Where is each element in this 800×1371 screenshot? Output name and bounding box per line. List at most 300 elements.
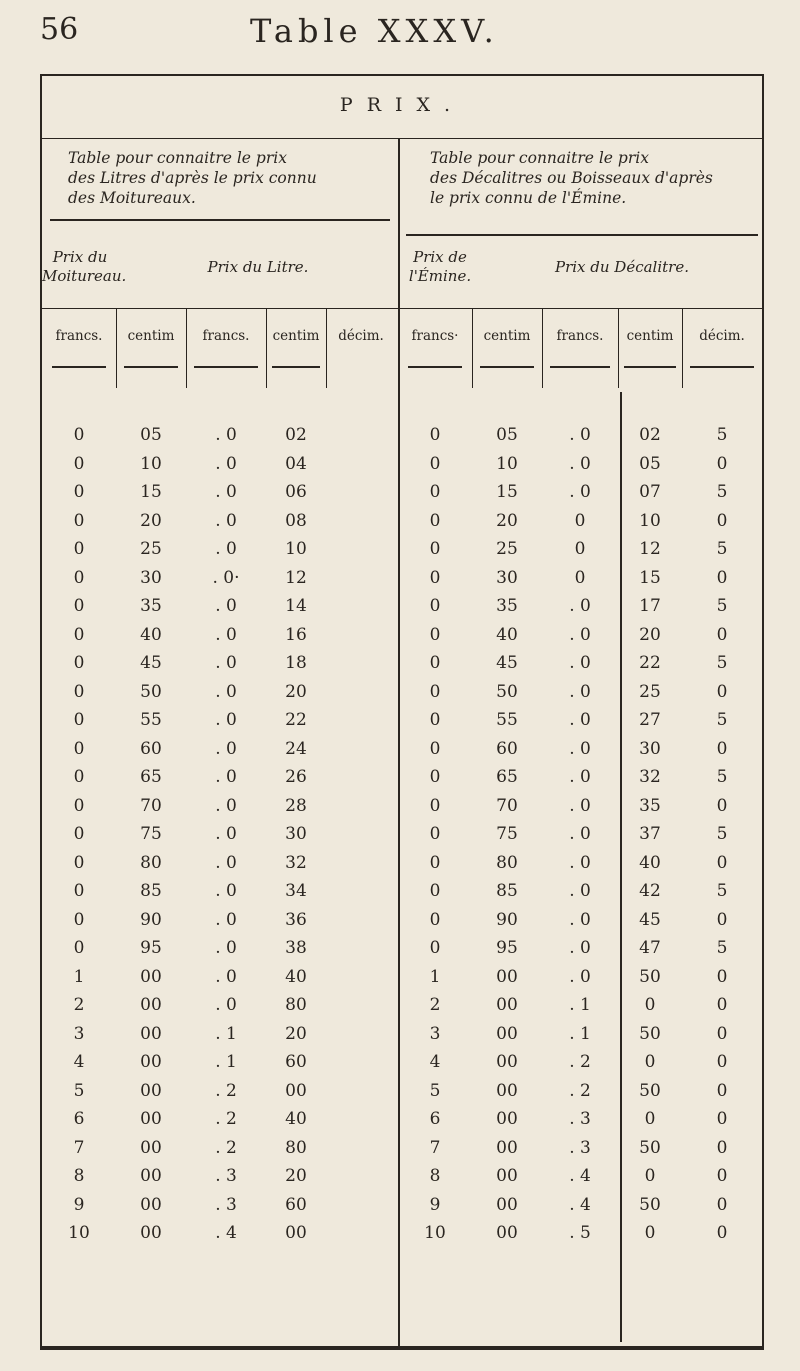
table-cell: 00 (496, 1080, 518, 1101)
table-cell: 0 (716, 1080, 728, 1101)
table-cell: 00 (140, 1023, 162, 1044)
table-row (42, 906, 762, 935)
table-cell: 0 (716, 795, 728, 816)
table-cell: 80 (285, 995, 307, 1015)
table-cell: 00 (140, 1109, 162, 1129)
table-cell: . 3 (569, 1109, 591, 1129)
table-cell: . 0 (215, 881, 237, 901)
table-row (42, 706, 762, 735)
table-cell: 12 (285, 567, 307, 588)
table-cell: . 0 (215, 795, 237, 816)
table-cell: 35 (639, 795, 661, 816)
table-cell: . 0 (569, 795, 591, 816)
table-cell: 55 (496, 710, 518, 730)
unit-rule (52, 366, 106, 368)
table-cell: . 0 (569, 881, 591, 901)
table-cell: 5 (716, 881, 728, 901)
vrule (472, 308, 473, 388)
table-cell: . 0 (569, 482, 591, 502)
table-cell: . 0 (569, 966, 591, 987)
table-cell: . 0 (569, 425, 591, 445)
table-cell: 05 (639, 453, 661, 474)
table-cell: 5 (716, 824, 728, 844)
table-cell: 0 (429, 881, 441, 901)
left-title-line: des Moitureaux. (68, 189, 196, 207)
table-cell: 3 (429, 1023, 441, 1044)
table-cell: 47 (639, 938, 661, 958)
table-cell: 0 (429, 482, 441, 502)
table-cell: 65 (496, 767, 518, 787)
table-cell: 0 (644, 1166, 656, 1186)
table-cell: 20 (285, 681, 307, 702)
table-cell: 0 (429, 710, 441, 730)
table-cell: 26 (285, 767, 307, 787)
table-cell: 00 (140, 1080, 162, 1101)
table-cell: . 0 (215, 510, 237, 531)
table-cell: . 0 (569, 767, 591, 787)
unit-rule (272, 366, 320, 368)
table-cell: . 0 (215, 596, 237, 616)
table-cell: 0 (73, 681, 85, 702)
table-cell: . 0 (569, 852, 591, 873)
table-cell: 40 (496, 624, 518, 645)
table-cell: . 2 (569, 1052, 591, 1072)
table-row (42, 1134, 762, 1163)
table-cell: 1 (73, 966, 85, 987)
table-row (42, 1048, 762, 1077)
table-cell: . 4 (569, 1166, 591, 1186)
table-cell: 50 (639, 1194, 661, 1215)
table-cell: 06 (285, 482, 307, 502)
table-cell: 0 (73, 510, 85, 531)
table-cell: 7 (73, 1137, 85, 1158)
table-cell: 5 (716, 653, 728, 673)
vrule (682, 308, 683, 388)
table-cell: . 2 (215, 1080, 237, 1101)
table-row (42, 535, 762, 564)
table-cell: 9 (73, 1194, 85, 1215)
table-cell: 00 (496, 966, 518, 987)
table-cell: 22 (639, 653, 661, 673)
table-row (42, 877, 762, 906)
table-cell: 50 (639, 1137, 661, 1158)
table-cell: 0 (644, 1052, 656, 1072)
table-row (42, 421, 762, 450)
title-rule (42, 138, 762, 139)
table-cell: . 0 (215, 852, 237, 873)
table-cell: 70 (496, 795, 518, 816)
table-cell: 0 (716, 738, 728, 759)
table-cell: 0 (716, 681, 728, 702)
table-cell: 30 (496, 567, 518, 588)
table-cell: 40 (140, 624, 162, 645)
table-cell: . 0 (215, 624, 237, 645)
table-cell: . 0 (215, 738, 237, 759)
table-cell: . 0 (569, 596, 591, 616)
table-cell: 85 (140, 881, 162, 901)
table-cell: 90 (496, 909, 518, 930)
table-cell: 50 (140, 681, 162, 702)
running-head (0, 8, 800, 58)
table-cell: 0 (574, 539, 586, 559)
table-cell: . 0 (215, 425, 237, 445)
table-cell: 00 (496, 995, 518, 1015)
table-cell: 95 (496, 938, 518, 958)
table-cell: 0 (73, 738, 85, 759)
table-cell: 00 (140, 1137, 162, 1158)
table-cell: 0 (429, 852, 441, 873)
table-cell: . 2 (215, 1109, 237, 1129)
right-head-decalitre: Prix du Décalitre. (554, 258, 689, 276)
table-cell: . 1 (569, 995, 591, 1015)
table-cell: . 0 (569, 710, 591, 730)
table-cell: 85 (496, 881, 518, 901)
table-cell: 25 (639, 681, 661, 702)
unit-rule (690, 366, 754, 368)
table-cell: 0 (73, 453, 85, 474)
table-cell: 0 (716, 1223, 728, 1243)
table-cell: 38 (285, 938, 307, 958)
table-cell: 16 (285, 624, 307, 645)
unit-rule (550, 366, 610, 368)
table-cell: 0 (716, 567, 728, 588)
table-cell: 04 (285, 453, 307, 474)
table-cell: 27 (639, 710, 661, 730)
table-cell: 0 (73, 909, 85, 930)
table-cell: 28 (285, 795, 307, 816)
table-cell: 0 (716, 1052, 728, 1072)
table-cell: 35 (140, 596, 162, 616)
table-cell: 00 (140, 995, 162, 1015)
table-cell: 0 (73, 596, 85, 616)
table-cell: . 0 (569, 453, 591, 474)
table-cell: 00 (140, 1166, 162, 1186)
table-cell: 5 (716, 425, 728, 445)
table-cell: 5 (716, 482, 728, 502)
table-cell: 00 (140, 1194, 162, 1215)
table-cell: 0 (429, 510, 441, 531)
table-cell: 45 (639, 909, 661, 930)
table-cell: . 3 (215, 1166, 237, 1186)
table-cell: 20 (639, 624, 661, 645)
table-cell: 00 (140, 1052, 162, 1072)
table-cell: 0 (716, 966, 728, 987)
table-cell: 0 (574, 567, 586, 588)
vrule (618, 308, 619, 388)
table-cell: 0 (716, 852, 728, 873)
table-cell: 20 (140, 510, 162, 531)
table-cell: . 1 (215, 1052, 237, 1072)
unit-rule (480, 366, 534, 368)
table-cell: 40 (285, 1109, 307, 1129)
table-cell: 0 (73, 767, 85, 787)
table-cell: 25 (496, 539, 518, 559)
prix-title: PRIX. (339, 94, 465, 116)
left-title-line: des Litres d'après le prix connu (68, 169, 317, 187)
right-table-title (430, 148, 760, 208)
table-cell: 0 (429, 453, 441, 474)
table-cell: 5 (716, 710, 728, 730)
table-cell: 0 (716, 510, 728, 531)
table-cell: 0 (73, 425, 85, 445)
table-cell: 15 (639, 567, 661, 588)
table-cell: 00 (496, 1023, 518, 1044)
unit-rule (408, 366, 462, 368)
unit-label: francs. (556, 328, 604, 344)
table-cell: 0 (716, 1194, 728, 1215)
table-cell: 0 (429, 767, 441, 787)
table-cell: 6 (429, 1109, 441, 1129)
table-cell: 30 (639, 738, 661, 759)
table-cell: 0 (716, 1023, 728, 1044)
left-head-rule (50, 219, 390, 221)
table-cell: 0 (429, 738, 441, 759)
table-cell: 12 (639, 539, 661, 559)
table-cell: 32 (639, 767, 661, 787)
table-cell: 80 (496, 852, 518, 873)
table-cell: 0 (716, 909, 728, 930)
unit-label: décim. (699, 328, 745, 344)
table-cell: 0 (73, 482, 85, 502)
table-cell: 55 (140, 710, 162, 730)
table-row (42, 564, 762, 593)
table-row (42, 678, 762, 707)
vrule (186, 308, 187, 388)
table-cell: 50 (496, 681, 518, 702)
table-cell: 10 (496, 453, 518, 474)
unit-label: francs. (202, 328, 250, 344)
table-row (42, 1162, 762, 1191)
table-cell: 0 (73, 852, 85, 873)
left-sub-rule (42, 308, 398, 309)
unit-label: francs. (55, 328, 103, 344)
unit-rule (194, 366, 258, 368)
table-cell: 20 (496, 510, 518, 531)
table-cell: 37 (639, 824, 661, 844)
table-cell: 40 (639, 852, 661, 873)
table-cell: 5 (716, 938, 728, 958)
table-cell: 5 (716, 767, 728, 787)
table-row (42, 1020, 762, 1049)
table-cell: 32 (285, 852, 307, 873)
table-row (42, 1219, 762, 1248)
table-cell: 14 (285, 596, 307, 616)
table-cell: 60 (496, 738, 518, 759)
table-cell: . 0 (215, 539, 237, 559)
table-cell: 0 (429, 567, 441, 588)
table-row (42, 450, 762, 479)
table-cell: . 0 (569, 909, 591, 930)
table-cell: 0 (73, 938, 85, 958)
table-cell: 2 (73, 995, 85, 1015)
table-cell: 00 (285, 1080, 307, 1101)
table-cell: 50 (639, 1080, 661, 1101)
table-cell: 20 (285, 1166, 307, 1186)
table-cell: 02 (285, 425, 307, 445)
table-cell: . 0· (212, 567, 240, 588)
table-row (42, 820, 762, 849)
table-cell: 0 (716, 453, 728, 474)
table-cell: . 0 (569, 824, 591, 844)
table-cell: 45 (496, 653, 518, 673)
unit-label: centim (626, 328, 674, 344)
vrule (542, 308, 543, 388)
left-head-litre: Prix du Litre. (207, 258, 309, 276)
table-cell: 00 (140, 1223, 162, 1243)
table-cell: 22 (285, 710, 307, 730)
table-cell: 15 (496, 482, 518, 502)
table-row (42, 1191, 762, 1220)
table-cell: 0 (429, 653, 441, 673)
table-cell: . 0 (215, 938, 237, 958)
table-cell: 08 (285, 510, 307, 531)
right-head-emine: Prix de l'Émine. (408, 248, 472, 285)
right-sub-rule (398, 308, 762, 309)
table-cell: 35 (496, 596, 518, 616)
table-cell: 80 (285, 1137, 307, 1158)
table-cell: 02 (639, 425, 661, 445)
table-cell: 0 (73, 795, 85, 816)
vrule (326, 308, 327, 388)
table-cell: 0 (73, 710, 85, 730)
table-cell: 10 (424, 1223, 446, 1243)
table-cell: 0 (644, 1109, 656, 1129)
table-cell: 0 (429, 596, 441, 616)
table-cell: 80 (140, 852, 162, 873)
table-cell: 75 (140, 824, 162, 844)
table-cell: 18 (285, 653, 307, 673)
table-cell: 3 (73, 1023, 85, 1044)
unit-label: centim (272, 328, 320, 344)
table-cell: . 0 (215, 966, 237, 987)
unit-label: centim (483, 328, 531, 344)
table-cell: 10 (285, 539, 307, 559)
table-cell: 0 (716, 1166, 728, 1186)
table-cell: 05 (496, 425, 518, 445)
table-cell: . 0 (569, 738, 591, 759)
table-cell: 6 (73, 1109, 85, 1129)
table-cell: . 1 (215, 1023, 237, 1044)
right-head-rule (406, 234, 758, 236)
table-cell: 00 (496, 1052, 518, 1072)
price-grid (42, 421, 762, 1248)
table-cell: 25 (140, 539, 162, 559)
table-cell: 00 (285, 1223, 307, 1243)
table-cell: 4 (429, 1052, 441, 1072)
table-cell: 0 (429, 425, 441, 445)
table-row (42, 849, 762, 878)
table-cell: 1 (429, 966, 441, 987)
table-cell: . 1 (569, 1023, 591, 1044)
table-cell: 65 (140, 767, 162, 787)
table-cell: 0 (429, 909, 441, 930)
table-cell: . 0 (569, 653, 591, 673)
table-cell: 0 (73, 824, 85, 844)
table-row (42, 1105, 762, 1134)
table-cell: . 5 (569, 1223, 591, 1243)
table-row (42, 763, 762, 792)
table-row (42, 1077, 762, 1106)
table-cell: 24 (285, 738, 307, 759)
unit-label: francs· (411, 328, 459, 344)
table-cell: 07 (639, 482, 661, 502)
left-head-moitureau: Prix du Moitureau. (42, 248, 127, 285)
table-cell: . 3 (569, 1137, 591, 1158)
table-cell: 4 (73, 1052, 85, 1072)
table-cell: 75 (496, 824, 518, 844)
table-cell: 0 (73, 881, 85, 901)
table-cell: 0 (644, 995, 656, 1015)
table-cell: 15 (140, 482, 162, 502)
table-cell: 0 (716, 1137, 728, 1158)
table-cell: 50 (639, 966, 661, 987)
vrule (266, 308, 267, 388)
table-cell: 0 (429, 681, 441, 702)
table-cell: 0 (574, 510, 586, 531)
table-cell: 8 (73, 1166, 85, 1186)
table-cell: 5 (73, 1080, 85, 1101)
running-title: Table XXXV. (250, 12, 499, 50)
table-cell: 10 (140, 453, 162, 474)
table-cell: . 0 (215, 767, 237, 787)
table-cell: 00 (496, 1166, 518, 1186)
table-cell: . 0 (215, 681, 237, 702)
table-row (42, 991, 762, 1020)
unit-label: décim. (338, 328, 384, 344)
table-cell: 42 (639, 881, 661, 901)
table-cell: 0 (429, 624, 441, 645)
table-row (42, 792, 762, 821)
table-cell: 0 (73, 653, 85, 673)
table-cell: 34 (285, 881, 307, 901)
table-cell: 0 (73, 539, 85, 559)
table-cell: 00 (496, 1109, 518, 1129)
table-cell: 0 (429, 539, 441, 559)
table-cell: 0 (716, 624, 728, 645)
table-cell: . 4 (569, 1194, 591, 1215)
table-row (42, 963, 762, 992)
unit-rule (124, 366, 178, 368)
table-row (42, 649, 762, 678)
table-cell: 90 (140, 909, 162, 930)
table-cell: 0 (716, 995, 728, 1015)
right-title-line: le prix connu de l'Émine. (430, 189, 627, 207)
table-cell: 0 (429, 824, 441, 844)
table-cell: . 0 (569, 681, 591, 702)
table-cell: 5 (716, 596, 728, 616)
table-cell: 0 (73, 624, 85, 645)
table-cell: . 4 (215, 1223, 237, 1243)
table-cell: 17 (639, 596, 661, 616)
unit-label: centim (127, 328, 175, 344)
table-cell: 00 (140, 966, 162, 987)
table-cell: 30 (285, 824, 307, 844)
table-cell: . 0 (215, 653, 237, 673)
table-cell: 2 (429, 995, 441, 1015)
table-cell: . 0 (215, 995, 237, 1015)
table-row (42, 478, 762, 507)
table-cell: . 2 (215, 1137, 237, 1158)
table-cell: 0 (644, 1223, 656, 1243)
unit-rule (624, 366, 676, 368)
table-cell: 7 (429, 1137, 441, 1158)
table-row (42, 592, 762, 621)
table-cell: 95 (140, 938, 162, 958)
table-cell: 8 (429, 1166, 441, 1186)
table-cell: . 0 (215, 482, 237, 502)
table-cell: 0 (73, 567, 85, 588)
table-cell: 45 (140, 653, 162, 673)
